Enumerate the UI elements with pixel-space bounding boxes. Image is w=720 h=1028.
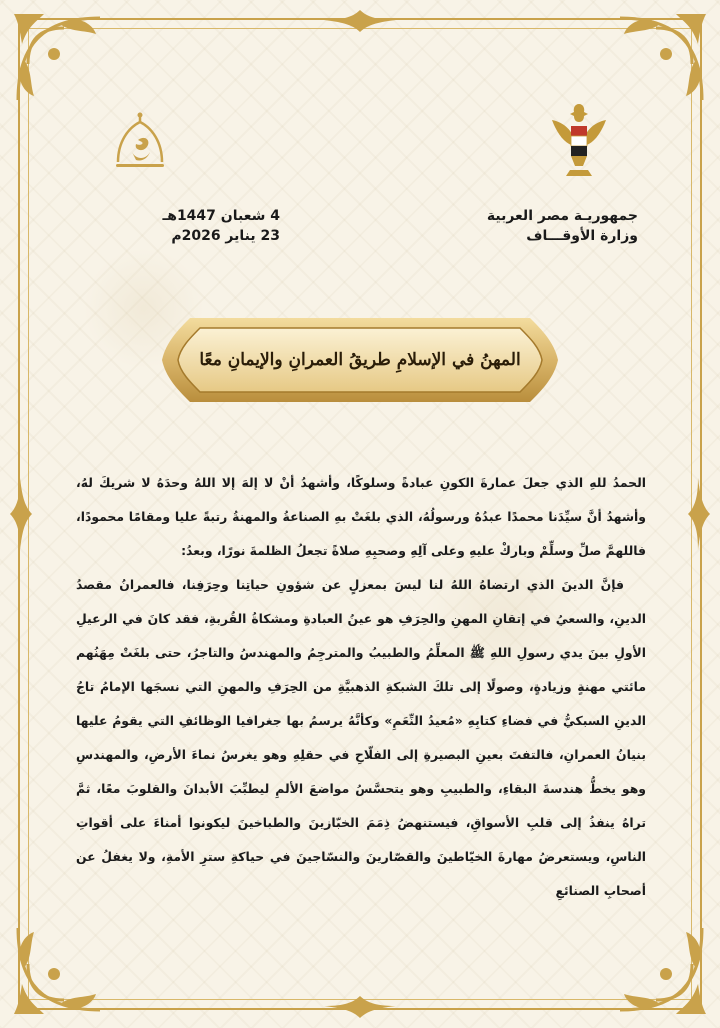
top-ornament-icon — [320, 8, 400, 34]
egypt-eagle-emblem-icon — [548, 100, 610, 180]
corner-ornament-icon — [4, 914, 114, 1024]
opening-paragraph: الحمدُ للهِ الذي جعلَ عمارةَ الكونِ عبادةً وسلوكًا، وأشهدُ أنْ لا إلهَ إلا اللهُ وحدَهُ لا شريكَ لهُ، وأشهدُ أنَّ سيِّدَنا محمدًا عبدُهُ ورسولُهُ، الذي بلغَتْ بهِ الصناعةُ والمهنةُ رتبةً عليا ومقامًا محمودًا، فاللهمَّ صلِّ وسلِّمْ وباركْ عليهِ وعلى آلِهِ وصحبِهِ صلاةً تجعلُ الظلمةَ نورًا، وبعدُ: — [76, 475, 646, 558]
body-paragraph: فإنَّ الدينَ الذي ارتضاهُ اللهُ لنا ليسَ بمعزلٍ عن شؤونِ حياتِنا وحِرَفِنا، فالعمرانُ مقصدُ الدينِ، والسعيُ في إتقانِ المهنِ والحِرَفِ هو عينُ العبادةِ ومشكاةُ القُربةِ، فقد كانَ في الرعيلِ الأولِ بينَ يدي رسولِ اللهِ ﷺ المعلِّمُ والطبيبُ والمترجِمُ والمهندسُ والتاجرُ، حتى بلغَتْ مِهَنُهم مائتي مهنةٍ وزيادةٍ، وصولًا إلى تلكَ الشبكةِ الذهبيَّةِ من الحِرَفِ والمهنِ التي نسجَها الإمامُ تاجُ الدينِ السبكيُّ في فضاءِ كتابِهِ «مُعيدُ النِّعَمِ» وكأنَّهُ يرسمُ بها جغرافيا الوظائفِ التي يقومُ عليها بنيانُ العمرانِ، فالتفتَ بعينِ البصيرةِ إلى الفلّاحِ في حقلِهِ وهو يغرسُ نماءَ الأرضِ، والمهندسِ وهو يخطُّ هندسةَ البقاءِ، والطبيبِ وهو يتحسَّسُ مواضعَ الألمِ ليطبِّبَ الأبدانَ والقلوبَ معًا، ثمَّ تراهُ ينفذُ إلى قلبِ الأسواقِ، فيستنهضُ ذِمَمَ الخبّازينَ والطباخينَ ليكونوا أمناءَ على أقواتِ الناسِ، ويستعرضُ مهارةَ الخيّاطينَ والقصّارينَ والنسّاجينَ في حياكةِ سترِ الأمةِ، ولا يغفلُ عن أصحابِ الصنائعِ — [76, 577, 646, 898]
country-name: جمهوريـة مصر العربية — [486, 208, 638, 224]
corner-ornament-icon — [4, 4, 114, 114]
sermon-body — [76, 466, 646, 908]
hijri-date: 4 شعبان 1447هـ — [162, 208, 280, 224]
awqaf-ministry-logo-icon — [110, 112, 170, 174]
right-ornament-icon — [686, 474, 712, 554]
ministry-name: وزارة الأوقـــاف — [526, 228, 638, 244]
page-title: المهنُ في الإسلامِ طريقُ العمرانِ والإيمانِ معًا — [199, 350, 521, 370]
left-ornament-icon — [8, 474, 34, 554]
corner-ornament-icon — [606, 4, 716, 114]
issuer-header — [438, 206, 638, 246]
corner-ornament-icon — [606, 914, 716, 1024]
date-header — [80, 206, 280, 246]
gregorian-date: 23 يناير 2026م — [171, 228, 280, 244]
bottom-ornament-icon — [320, 994, 400, 1020]
